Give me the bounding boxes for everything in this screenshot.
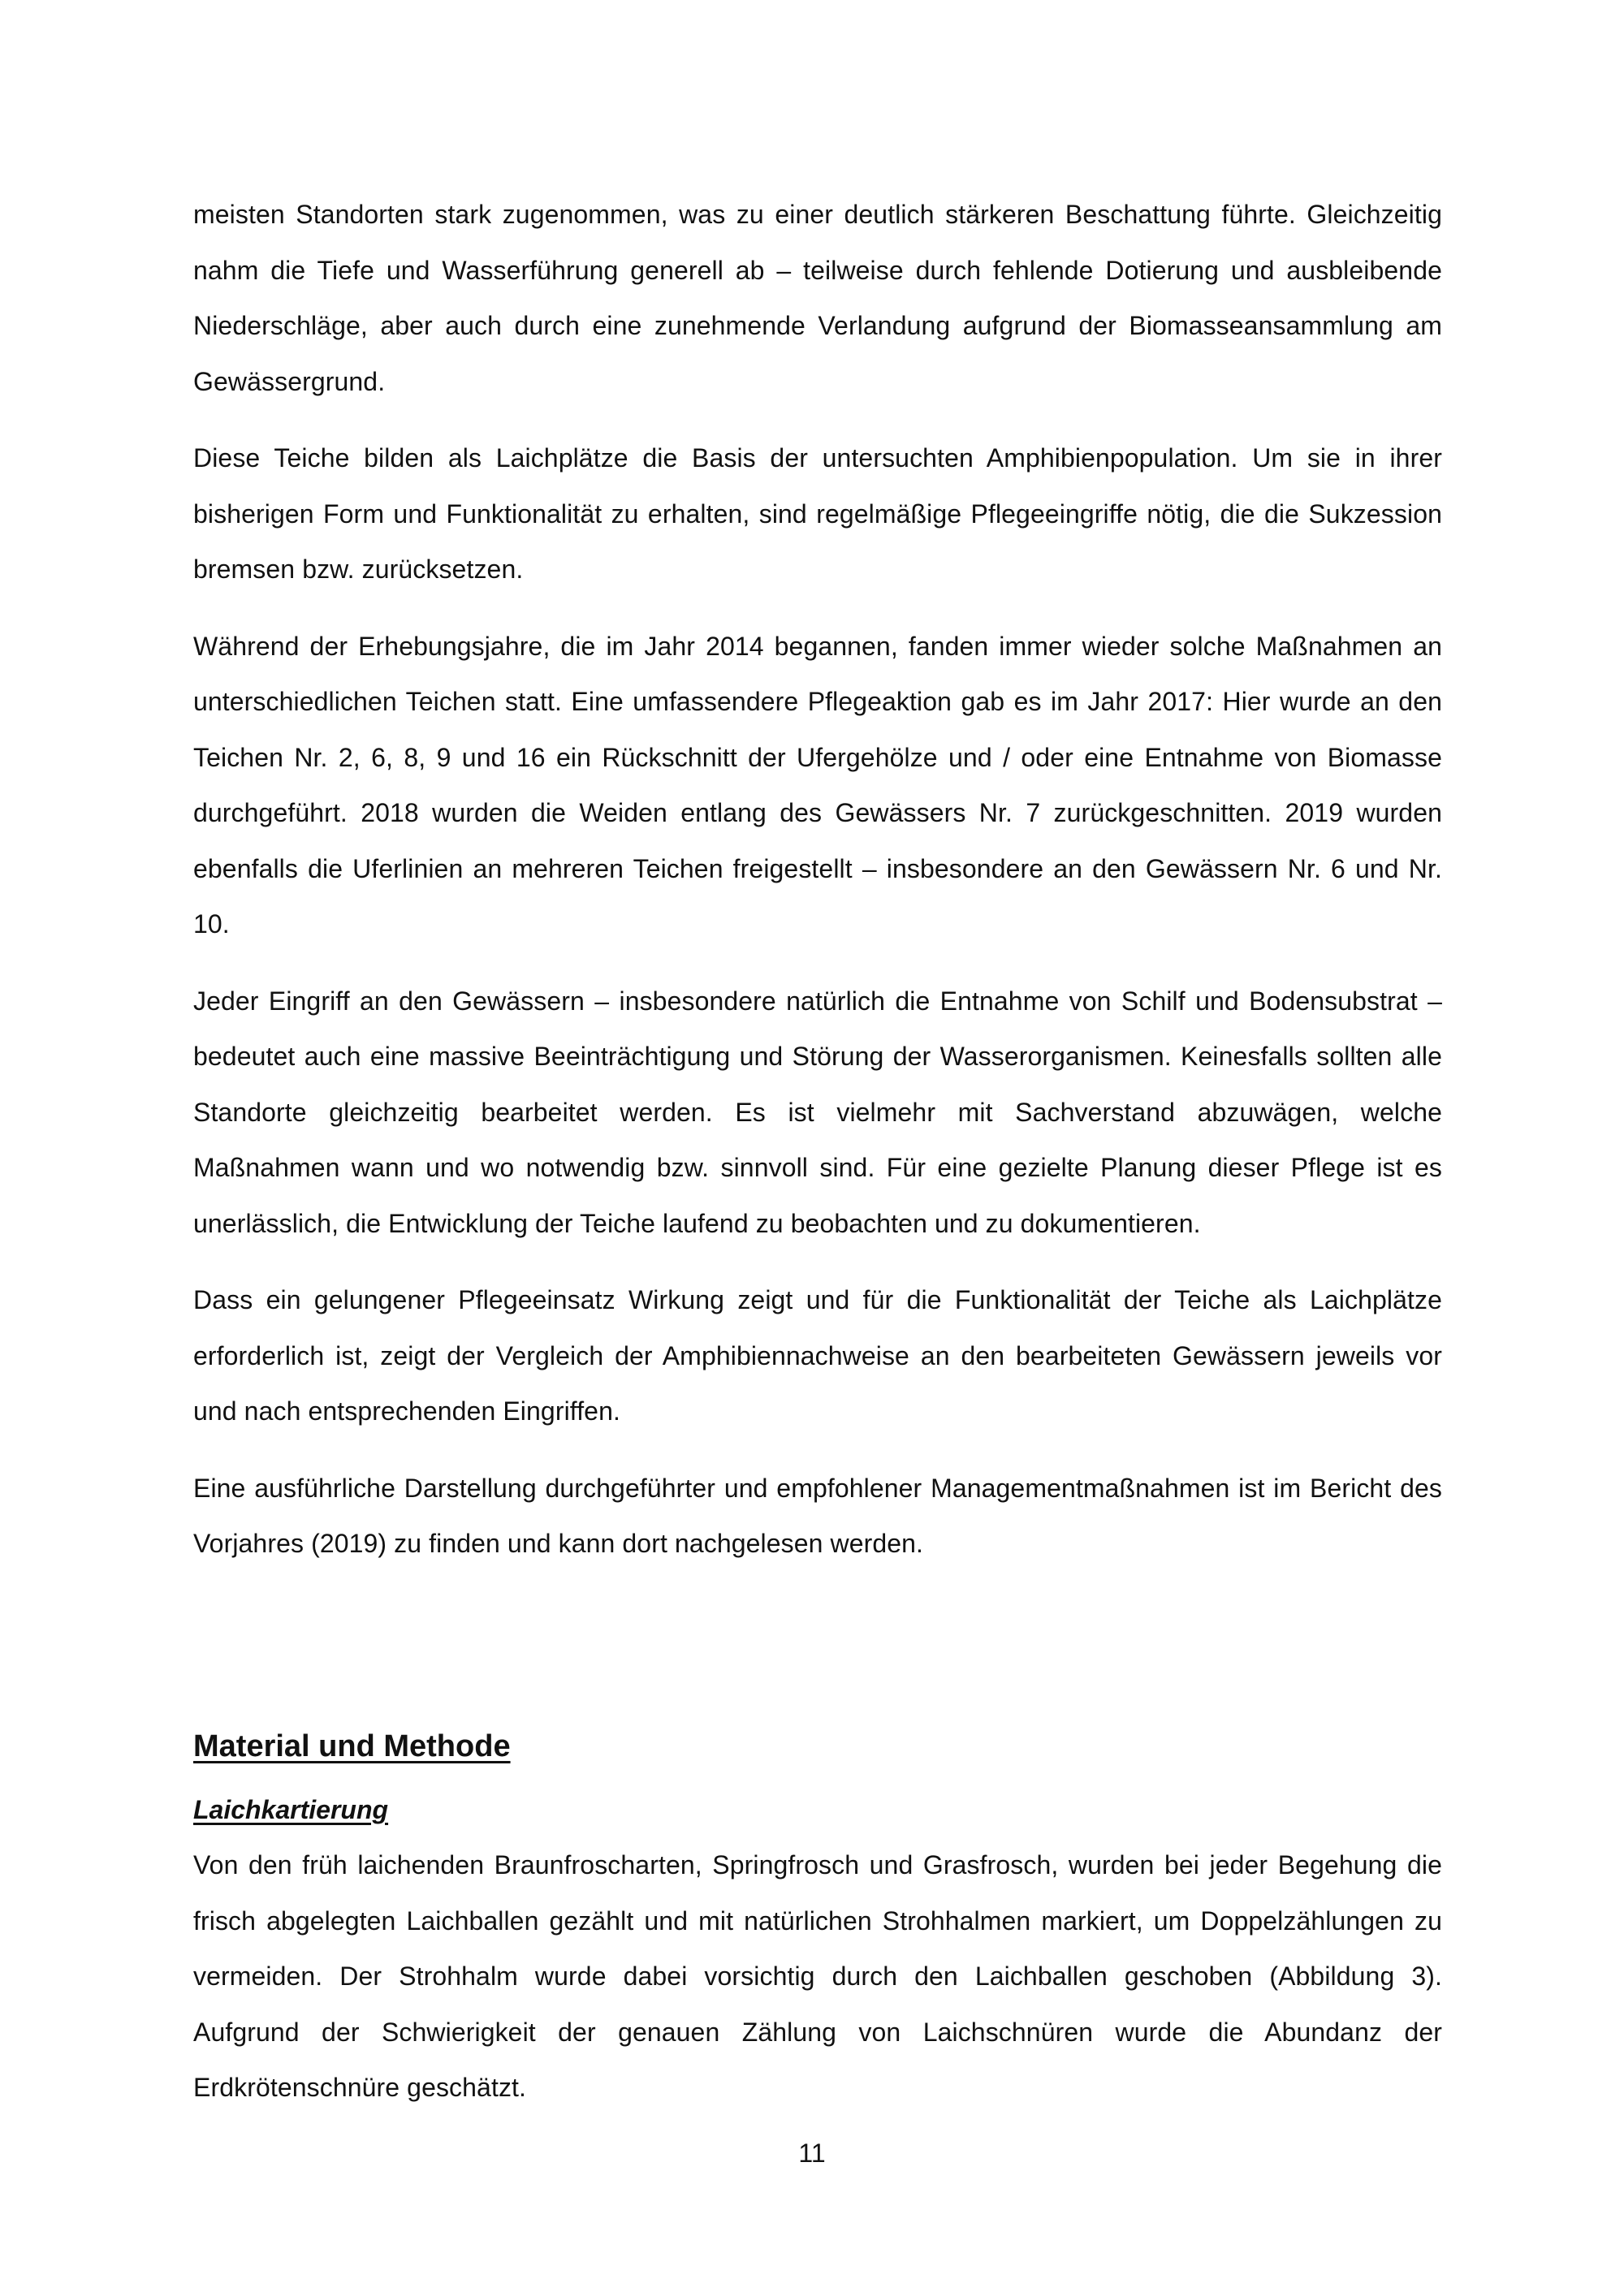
paragraph-maintenance-effect: Dass ein gelungener Pflegeeinsatz Wirkung zeigt und für die Funktionalität der Teiche als Laichplätze erforderlich ist, zeigt der Vergleich der Amphibiennachweise an den bearbeiteten Gewässern jeweils vor und nach entsprechenden Eingriffen. (193, 1285, 1442, 1426)
paragraph-spawning-sites: Diese Teiche bilden als Laichplätze die Basis der untersuchten Amphibienpopulation. Um sie in ihrer bisherigen Form und Funktionalität zu erhalten, sind regelmäßige Pflegeeingriffe nötig, die die Sukzession bremsen bzw. zurücksetzen. (193, 443, 1442, 584)
paragraph-maintenance-history: Während der Erhebungsjahre, die im Jahr 2014 begannen, fanden immer wieder solche Maßnahmen an unterschiedlichen Teichen statt. Eine umfassendere Pflegeaktion gab es im Jahr 2017: Hier wurde an den Teichen Nr. 2, 6, 8, 9 und 16 ein Rückschnitt der Ufergehölze und / oder eine Entnahme von Biomasse durchgeführt. 2018 wurden die Weiden entlang des Gewässers Nr. 7 zurückgeschnitten. 2019 wurden ebenfalls die Uferlinien an mehreren Teichen freigestellt – insbesondere an den Gewässern Nr. 6 und Nr. 10. (193, 631, 1442, 939)
page-number: 11 (798, 2138, 826, 2168)
subsection-heading: Laichkartierung (193, 1795, 389, 1824)
body-text (193, 187, 1442, 1572)
paragraph-intervention-impact: Jeder Eingriff an den Gewässern – insbesondere natürlich die Entnahme von Schilf und Bodensubstrat – bedeutet auch eine massive Beeinträchtigung und Störung der Wasserorganismen. Keinesfalls sollten alle Standorte gleichzeitig bearbeitet werden. Es ist vielmehr mit Sachverstand abzuwägen, welche Maßnahmen wann und wo notwendig bzw. sinnvoll sind. Für eine gezielte Planung dieser Pflege ist es unerlässlich, die Entwicklung der Teiche laufend zu beobachten und zu dokumentieren. (193, 986, 1442, 1238)
paragraph-shading-and-silting: meisten Standorten stark zugenommen, was zu einer deutlich stärkeren Beschattung führte. Gleichzeitig nahm die Tiefe und Wasserführung generell ab – teilweise durch fehlende Dotierung und ausbleibende Niederschläge, aber auch durch eine zunehmende Verlandung aufgrund der Biomasseansammlung am Gewässergrund. (193, 200, 1442, 396)
paragraph-spawn-mapping: Von den früh laichenden Braunfroscharten, Springfrosch und Grasfrosch, wurden bei jeder Begehung die frisch abgelegten Laichballen gezählt und mit natürlichen Strohhalmen markiert, um Doppelzählungen zu vermeiden. Der Strohhalm wurde dabei vorsichtig durch den Laichballen geschoben (Abbildung 3). Aufgrund der Schwierigkeit der genauen Zählung von Laichschnüren wurde die Abundanz der Erdkrötenschnüre geschätzt. (193, 1850, 1442, 2102)
paragraph-previous-report: Eine ausführliche Darstellung durchgeführter und empfohlener Managementmaßnahmen ist im Bericht des Vorjahres (2019) zu finden und kann dort nachgelesen werden. (193, 1473, 1442, 1558)
section-heading: Material und Methode (193, 1729, 511, 1763)
